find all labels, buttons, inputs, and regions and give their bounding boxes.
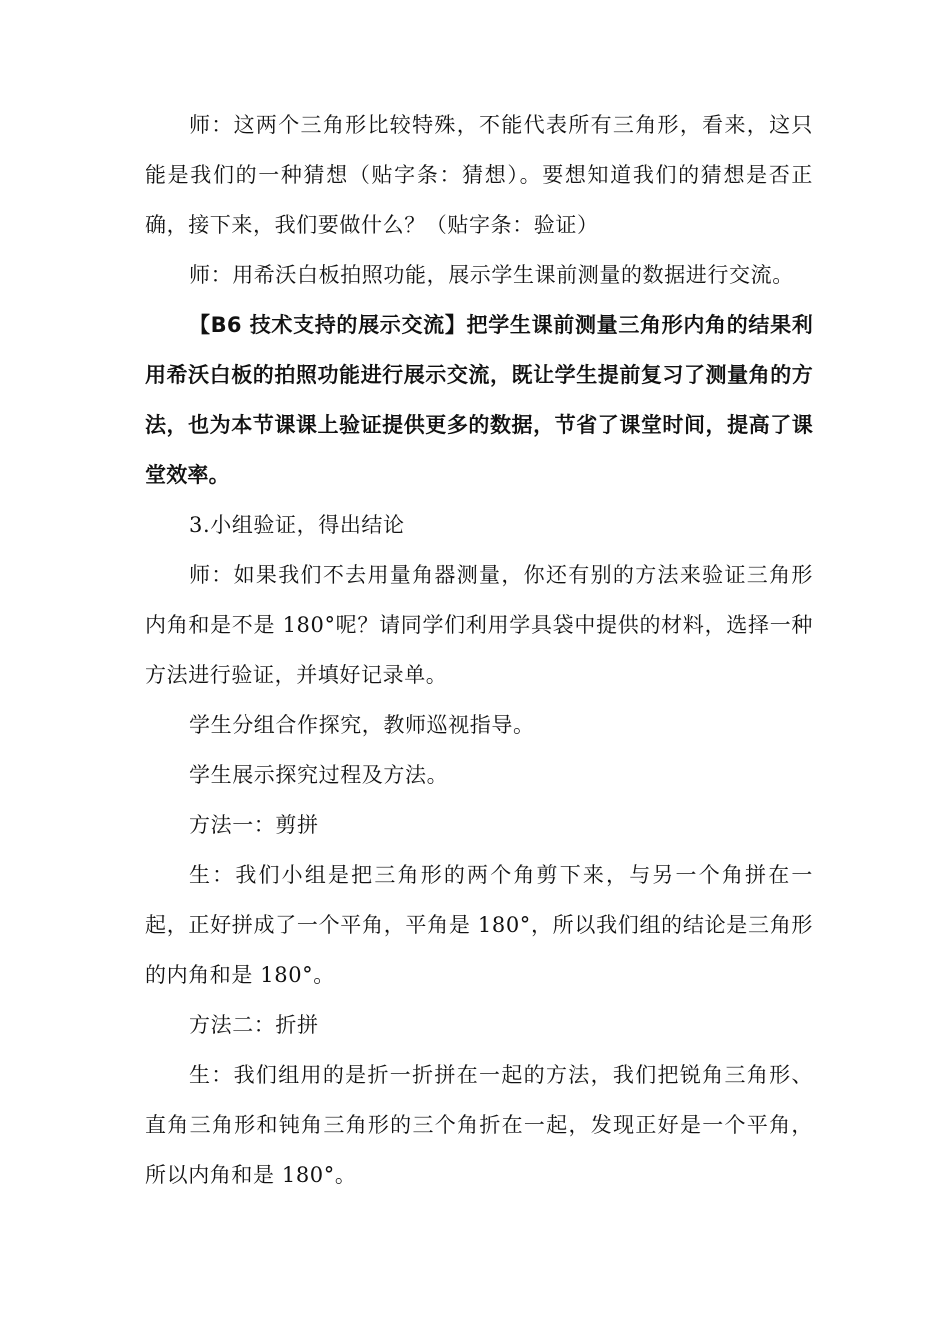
paragraph-method-one-student: 生：我们小组是把三角形的两个角剪下来，与另一个角拼在一起，正好拼成了一个平角，平角是 180°，所以我们组的结论是三角形的内角和是 180°。 — [145, 863, 813, 987]
paragraph-students-present: 学生展示探究过程及方法。 — [189, 763, 449, 787]
paragraph-teacher-question: 师：如果我们不去用量角器测量，你还有别的方法来验证三角形内角和是不是 180°呢？请同学们利用学具袋中提供的材料，选择一种方法进行验证，并填好记录单。 — [145, 563, 813, 687]
paragraph-b6-annotation: 【B6 技术支持的展示交流】把学生课前测量三角形内角的结果利用希沃白板的拍照功能进行展示交流，既让学生提前复习了测量角的方法，也为本节课课上验证提供更多的数据，节省了课堂时间，提高了课堂效率。 — [145, 313, 813, 487]
paragraph-method-two-student: 生：我们组用的是折一折拼在一起的方法，我们把锐角三角形、直角三角形和钝角三角形的三个角折在一起，发现正好是一个平角，所以内角和是 180°。 — [145, 1063, 813, 1187]
document-body — [145, 100, 813, 1200]
paragraph-group-work: 学生分组合作探究，教师巡视指导。 — [189, 713, 535, 737]
section-heading-group-verify: 3.小组验证，得出结论 — [189, 513, 405, 537]
paragraph-teacher-conjecture: 师：这两个三角形比较特殊，不能代表所有三角形，看来，这只能是我们的一种猜想（贴字条：猜想）。要想知道我们的猜想是否正确，接下来，我们要做什么？（贴字条：验证） — [145, 113, 813, 237]
paragraph-teacher-whiteboard: 师：用希沃白板拍照功能，展示学生课前测量的数据进行交流。 — [189, 263, 794, 287]
method-one-heading: 方法一：剪拼 — [189, 813, 319, 837]
method-two-heading: 方法二：折拼 — [189, 1013, 319, 1037]
